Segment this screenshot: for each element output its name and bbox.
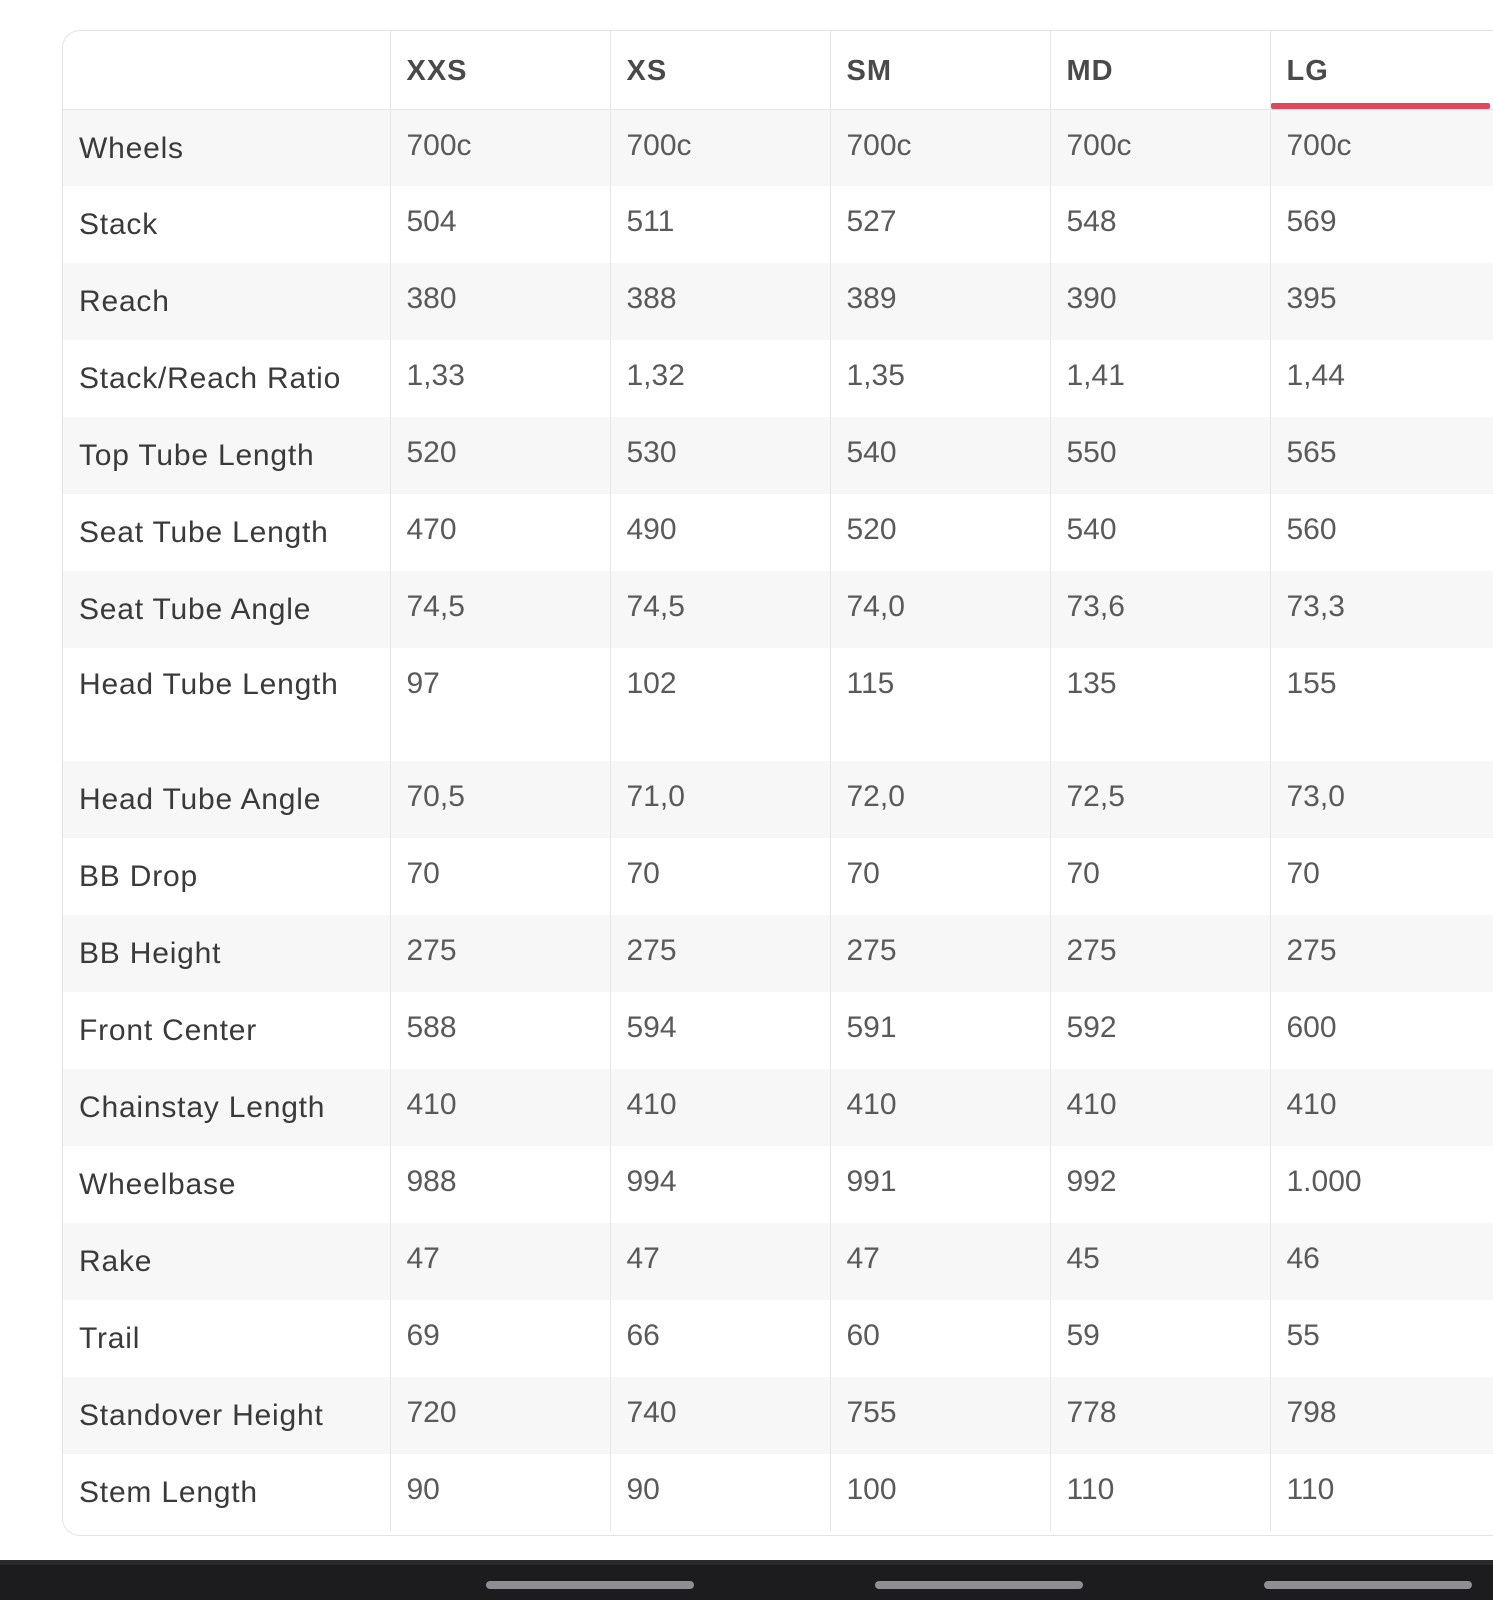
table-row	[63, 494, 1493, 571]
cell-md: 45	[1050, 1223, 1270, 1300]
cell-xs: 490	[610, 494, 830, 571]
table-row	[63, 1454, 1493, 1531]
row-label: BB Height	[79, 937, 222, 970]
row-label: Rake	[79, 1245, 153, 1278]
cell-md: 72,5	[1050, 761, 1270, 838]
row-label: Seat Tube Angle	[79, 593, 312, 626]
cell-lg: 155	[1270, 648, 1493, 761]
cell-sm: 100	[830, 1454, 1050, 1531]
scroll-indicator[interactable]	[486, 1581, 694, 1589]
table-row	[63, 340, 1493, 417]
cell-lg: 1,44	[1270, 340, 1493, 417]
header-row	[63, 31, 1493, 109]
cell-xxs: 380	[390, 263, 610, 340]
cell-xs: 700c	[610, 109, 830, 186]
cell-md: 110	[1050, 1454, 1270, 1531]
cell-sm: 410	[830, 1069, 1050, 1146]
cell-md: 550	[1050, 417, 1270, 494]
row-label: Wheels	[79, 131, 184, 165]
cell-sm: 540	[830, 417, 1050, 494]
cell-lg: 55	[1270, 1300, 1493, 1377]
cell-lg: 275	[1270, 915, 1493, 992]
table-row	[63, 1146, 1493, 1223]
row-label: Trail	[79, 1322, 141, 1355]
table-row	[63, 571, 1493, 648]
cell-xs: 90	[610, 1454, 830, 1531]
cell-md: 390	[1050, 263, 1270, 340]
cell-lg: 700c	[1270, 109, 1493, 186]
cell-sm: 1,35	[830, 340, 1050, 417]
cell-xxs: 47	[390, 1223, 610, 1300]
cell-md: 1,41	[1050, 340, 1270, 417]
bottom-scroll-bar	[0, 1565, 1493, 1600]
cell-md: 59	[1050, 1300, 1270, 1377]
cell-xxs: 70,5	[390, 761, 610, 838]
cell-sm: 389	[830, 263, 1050, 340]
table-row	[63, 417, 1493, 494]
cell-md: 540	[1050, 494, 1270, 571]
cell-sm: 591	[830, 992, 1050, 1069]
cell-xs: 71,0	[610, 761, 830, 838]
cell-lg: 600	[1270, 992, 1493, 1069]
cell-sm: 74,0	[830, 571, 1050, 648]
cell-md: 548	[1050, 186, 1270, 263]
cell-xxs: 988	[390, 1146, 610, 1223]
table-row	[63, 1069, 1493, 1146]
cell-xs: 994	[610, 1146, 830, 1223]
cell-xxs: 520	[390, 417, 610, 494]
cell-md: 592	[1050, 992, 1270, 1069]
cell-xxs: 70	[390, 838, 610, 915]
row-label: Stack	[79, 208, 159, 241]
cell-md: 700c	[1050, 109, 1270, 186]
cell-lg: 110	[1270, 1454, 1493, 1531]
scroll-indicator[interactable]	[875, 1581, 1083, 1589]
cell-xxs: 90	[390, 1454, 610, 1531]
column-header-md[interactable]: MD	[1050, 31, 1270, 109]
cell-sm: 520	[830, 494, 1050, 571]
row-label: Front Center	[79, 1014, 257, 1047]
cell-xxs: 1,33	[390, 340, 610, 417]
table-row	[63, 263, 1493, 340]
cell-lg: 560	[1270, 494, 1493, 571]
geometry-table	[63, 31, 1493, 1531]
cell-md: 410	[1050, 1069, 1270, 1146]
cell-sm: 755	[830, 1377, 1050, 1454]
table-row	[63, 186, 1493, 263]
cell-lg: 1.000	[1270, 1146, 1493, 1223]
row-label: Top Tube Length	[79, 439, 315, 472]
cell-xxs: 275	[390, 915, 610, 992]
cell-sm: 991	[830, 1146, 1050, 1223]
cell-xs: 66	[610, 1300, 830, 1377]
table-row	[63, 761, 1493, 838]
cell-xxs: 410	[390, 1069, 610, 1146]
column-header-xxs[interactable]: XXS	[390, 31, 610, 109]
cell-xs: 740	[610, 1377, 830, 1454]
table-row	[63, 992, 1493, 1069]
cell-xxs: 700c	[390, 109, 610, 186]
cell-lg: 73,3	[1270, 571, 1493, 648]
cell-xxs: 720	[390, 1377, 610, 1454]
cell-sm: 275	[830, 915, 1050, 992]
cell-md: 70	[1050, 838, 1270, 915]
row-label: Wheelbase	[79, 1168, 237, 1201]
column-header-lg-active[interactable]: LG	[1270, 31, 1493, 109]
row-label: Stem Length	[79, 1476, 258, 1509]
cell-xs: 1,32	[610, 340, 830, 417]
cell-xs: 511	[610, 186, 830, 263]
row-label: Head Tube Length	[79, 668, 339, 701]
table-row	[63, 838, 1493, 915]
cell-sm: 72,0	[830, 761, 1050, 838]
scroll-indicator[interactable]	[1264, 1581, 1472, 1589]
cell-xxs: 74,5	[390, 571, 610, 648]
cell-sm: 115	[830, 648, 1050, 761]
cell-xxs: 504	[390, 186, 610, 263]
row-label: BB Drop	[79, 860, 198, 893]
cell-xxs: 470	[390, 494, 610, 571]
table-row	[63, 648, 1493, 761]
table-row	[63, 1223, 1493, 1300]
cell-lg: 569	[1270, 186, 1493, 263]
cell-lg: 798	[1270, 1377, 1493, 1454]
cell-lg: 395	[1270, 263, 1493, 340]
cell-xs: 388	[610, 263, 830, 340]
cell-xs: 275	[610, 915, 830, 992]
cell-xs: 594	[610, 992, 830, 1069]
cell-md: 778	[1050, 1377, 1270, 1454]
column-header-xs[interactable]: XS	[610, 31, 830, 109]
cell-xs: 102	[610, 648, 830, 761]
table-row	[63, 1377, 1493, 1454]
row-label: Chainstay Length	[79, 1091, 326, 1124]
column-header-sm[interactable]: SM	[830, 31, 1050, 109]
cell-xs: 70	[610, 838, 830, 915]
table-row	[63, 109, 1493, 186]
cell-sm: 527	[830, 186, 1050, 263]
cell-xs: 74,5	[610, 571, 830, 648]
cell-lg: 70	[1270, 838, 1493, 915]
cell-xxs: 588	[390, 992, 610, 1069]
geometry-table-container[interactable]	[62, 30, 1493, 1536]
table-row	[63, 915, 1493, 992]
cell-sm: 700c	[830, 109, 1050, 186]
cell-xs: 410	[610, 1069, 830, 1146]
row-label: Head Tube Angle	[79, 783, 322, 816]
row-label: Standover Height	[79, 1399, 324, 1432]
table-body	[63, 109, 1493, 1531]
cell-sm: 47	[830, 1223, 1050, 1300]
cell-md: 992	[1050, 1146, 1270, 1223]
cell-md: 275	[1050, 915, 1270, 992]
cell-md: 73,6	[1050, 571, 1270, 648]
cell-sm: 70	[830, 838, 1050, 915]
cell-md: 135	[1050, 648, 1270, 761]
row-label: Seat Tube Length	[79, 516, 329, 549]
row-label: Stack/Reach Ratio	[79, 362, 342, 395]
cell-xs: 530	[610, 417, 830, 494]
cell-xxs: 69	[390, 1300, 610, 1377]
cell-xs: 47	[610, 1223, 830, 1300]
cell-xxs: 97	[390, 648, 610, 761]
header-corner-cell	[63, 31, 390, 109]
table-header	[63, 31, 1493, 109]
cell-lg: 565	[1270, 417, 1493, 494]
table-row	[63, 1300, 1493, 1377]
cell-lg: 46	[1270, 1223, 1493, 1300]
row-label: Reach	[79, 285, 170, 318]
cell-sm: 60	[830, 1300, 1050, 1377]
cell-lg: 410	[1270, 1069, 1493, 1146]
cell-lg: 73,0	[1270, 761, 1493, 838]
